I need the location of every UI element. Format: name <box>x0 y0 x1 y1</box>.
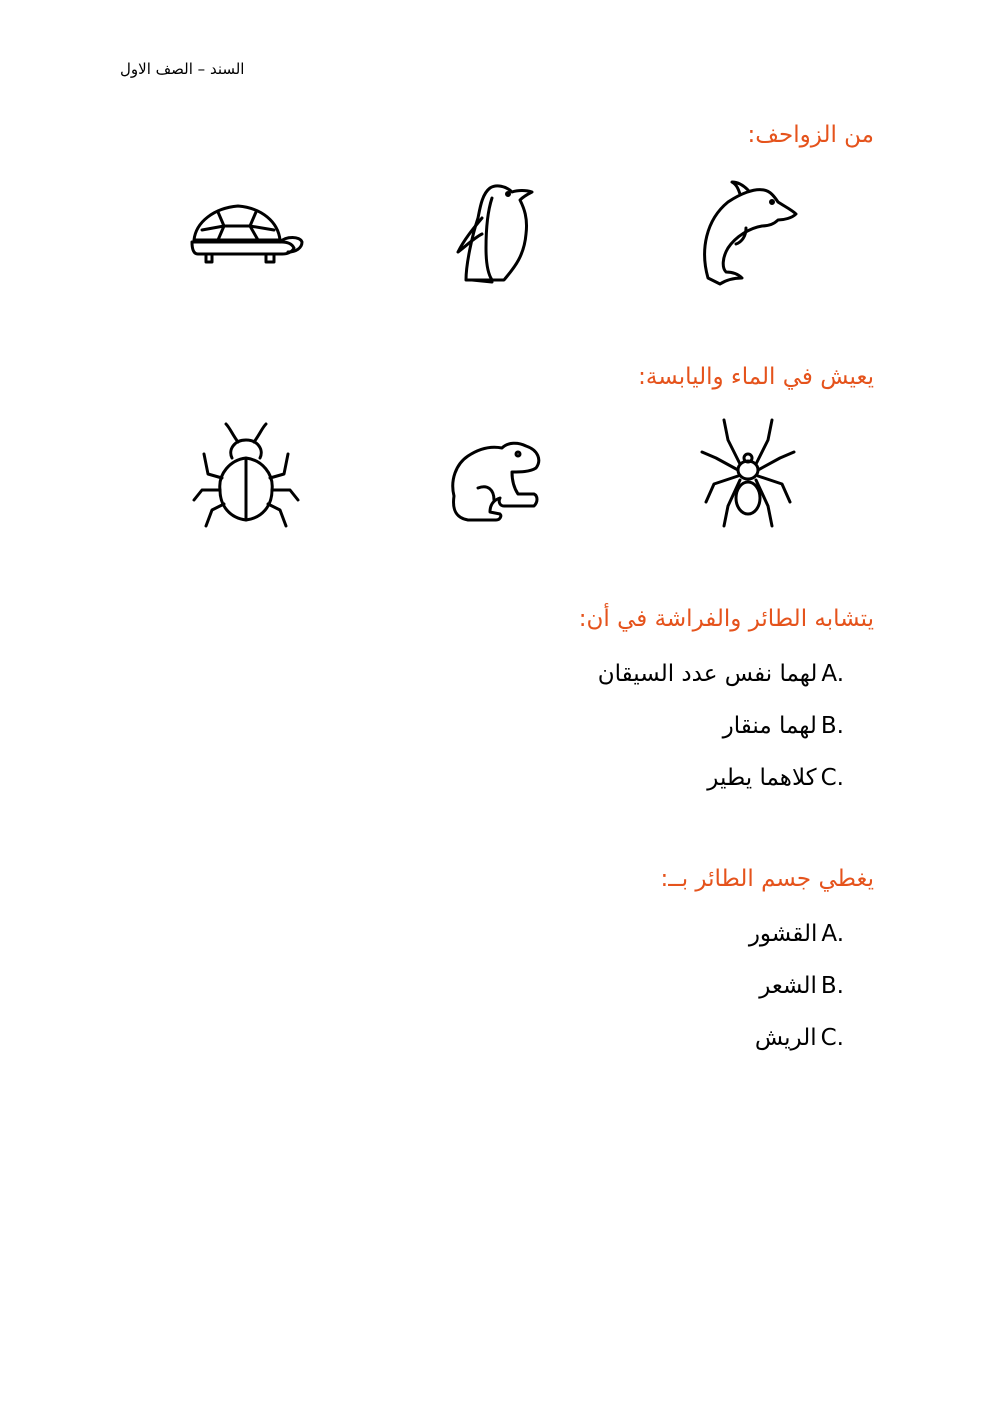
question-4-options <box>749 908 844 1064</box>
option-letter: C. <box>820 1025 844 1051</box>
question-2-title: يعيش في الماء واليابسة: <box>638 364 874 390</box>
option-text: الشعر <box>759 973 817 999</box>
option-a[interactable] <box>598 648 844 700</box>
option-b[interactable] <box>598 700 844 752</box>
option-letter: A. <box>821 921 844 947</box>
option-text: كلاهما يطير <box>707 765 817 791</box>
option-a[interactable] <box>749 908 844 960</box>
penguin-icon[interactable] <box>442 178 562 288</box>
frog-icon[interactable] <box>442 420 562 530</box>
option-c[interactable] <box>598 752 844 804</box>
question-3-options <box>598 648 844 804</box>
option-text: لهما منقار <box>722 713 817 739</box>
page-header: السند – الصف الاول <box>120 60 245 78</box>
option-c[interactable] <box>749 1012 844 1064</box>
turtle-icon[interactable] <box>188 186 308 296</box>
option-letter: B. <box>820 713 844 739</box>
option-letter: C. <box>820 765 844 791</box>
dolphin-icon[interactable] <box>688 180 808 290</box>
option-b[interactable] <box>749 960 844 1012</box>
question-1-title: من الزواحف: <box>747 122 874 148</box>
spider-icon[interactable] <box>688 418 808 528</box>
option-text: لهما نفس عدد السيقان <box>597 661 818 687</box>
question-3-title: يتشابه الطائر والفراشة في أن: <box>578 606 874 632</box>
option-text: القشور <box>748 921 818 947</box>
option-text: الريش <box>754 1025 817 1051</box>
option-letter: A. <box>821 661 844 687</box>
question-4-title: يغطي جسم الطائر بــ: <box>660 866 874 892</box>
option-letter: B. <box>820 973 844 999</box>
beetle-icon[interactable] <box>188 418 308 528</box>
